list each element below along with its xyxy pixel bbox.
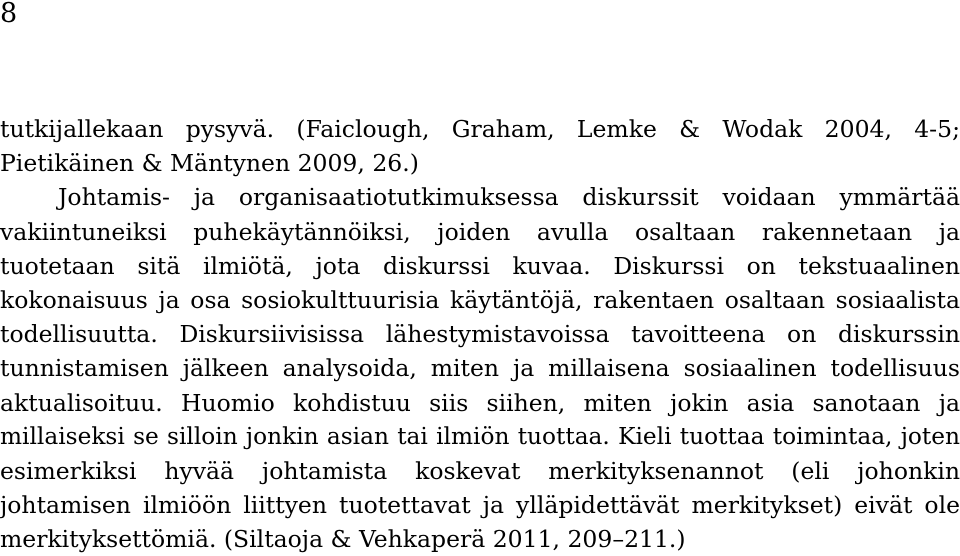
text-line: tunnistamisen jälkeen analysoida, miten ja millaisena sosiaalinen todellisuus [0, 354, 960, 383]
text-line: vakiintuneiksi puhekäytännöiksi, joiden avulla osaltaan rakennetaan ja [0, 217, 960, 246]
page-number: 8 [0, 0, 18, 29]
text-line: tutkijallekaan pysyvä. (Faiclough, Graham, Lemke & Wodak 2004, 4-5; [0, 115, 960, 143]
text-line: kokonaisuus ja osa sosiokulttuurisia käytäntöjä, rakentaen osaltaan sosiaalista [0, 285, 960, 314]
text-line: merkityksettömiä. (Siltaoja & Vehkaperä 2011, 209–211.) [0, 525, 686, 554]
text-line: Pietikäinen & Mäntynen 2009, 26.) [0, 149, 419, 178]
text-line: tuotetaan sitä ilmiötä, jota diskurssi kuvaa. Diskurssi on tekstuaalinen [0, 251, 960, 280]
body-text [0, 112, 960, 556]
text-line: aktualisoituu. Huomio kohdistuu siis siihen, miten jokin asia sanotaan ja [0, 388, 960, 417]
text-line: todellisuutta. Diskursiivisissa lähestymistavoissa tavoitteena on diskurssin [0, 320, 960, 349]
text-line: Johtamis- ja organisaatiotutkimuksessa diskurssit voidaan ymmärtää [58, 183, 960, 212]
text-line: esimerkiksi hyvää johtamista koskevat merkityksenannot (eli johonkin [0, 456, 960, 485]
text-line: millaiseksi se silloin jonkin asian tai ilmiön tuottaa. Kieli tuottaa toimintaa, joten [0, 422, 960, 450]
text-line: johtamisen ilmiöön liittyen tuotettavat ja ylläpidettävät merkitykset) eivät ole [0, 491, 960, 520]
